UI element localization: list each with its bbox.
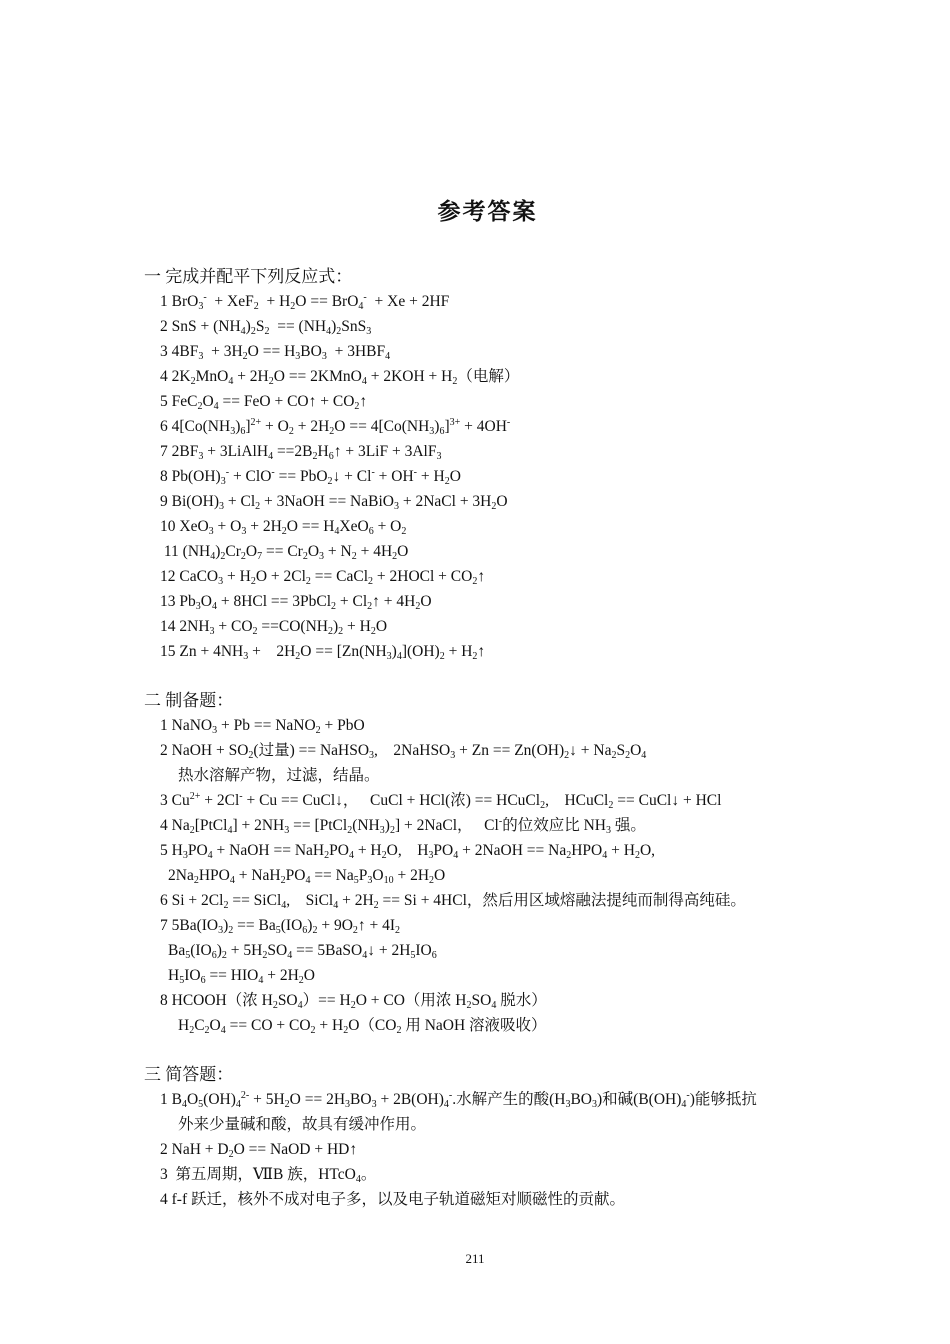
equation-line: $H_5IO_6 == HIO_4 + 2H_2O$ bbox=[168, 967, 315, 986]
equation-line: 热水溶解产物，过滤，结晶。 bbox=[178, 767, 380, 784]
equation-line: 6 $4[Co(NH_3)_6]^{2+} + O_2 + 2H_2O == 4[Co(NH_3)_6]^{3+} + 4OH^-$ bbox=[160, 417, 511, 437]
equation-line: $H_2C_2O_4$ == CO + $CO_2 + H_2O(CO_2$ 用 NaOH 溶液吸收） bbox=[178, 1017, 547, 1036]
equation-line: 9 $Bi(OH)_3 + Cl_2$ + 3NaOH == NaBiO$_3$ + 2NaCl + $3H_2O$ bbox=[160, 493, 508, 512]
equation-line: 8 HCOOH（浓 $H_2SO_4)== H_2O + CO$（用浓 $H_2SO_4$ 脱水） bbox=[160, 992, 547, 1011]
equation-line: 外来少量碱和酸，故具有缓冲作用。 bbox=[178, 1116, 427, 1133]
section-heading: 三 简答题： bbox=[144, 1065, 234, 1084]
equation-line: 4 $Na_2[PtCl_4] + 2NH_3$ == $[PtCl_2(NH_3)_2]$ + 2NaCl， Cl-的位效应比 $NH_3$ 强。 bbox=[160, 816, 646, 836]
equation-line: 7 $5Ba(IO_3)_2 == Ba_5(IO_6)_2$ + $9O_2↑ + 4I_2$ bbox=[160, 917, 401, 936]
section-short-answers bbox=[144, 1062, 757, 1212]
section-reactions bbox=[144, 264, 519, 664]
equation-line: 5 $FeC_2O_4$ == FeO + CO↑ + $CO_2↑$ bbox=[160, 393, 368, 412]
equation-line: 13 $Pb_3O_4 + 8HCl$ == 3PbCl$_2$ + $Cl_2↑ + 4H_2O$ bbox=[160, 593, 432, 612]
section-lines bbox=[144, 713, 746, 1038]
equation-line: 14 $2NH_3 + CO_2 ==CO(NH_2)_2 + H_2O$ bbox=[160, 618, 388, 637]
equation-line: 4 f-f 跃迁，核外不成对电子多，以及电子轨道磁矩对顺磁性的贡献。 bbox=[160, 1191, 625, 1208]
equation-line: 5 $H_3PO_4$ + NaOH == $NaH_2PO_4 + H_2O$, $H_3PO_4$ + 2NaOH == $Na_2HPO_4 + H_2O$, bbox=[160, 842, 656, 861]
section-preparation bbox=[144, 688, 746, 1038]
equation-line: 6 $Si + 2Cl_2$ == SiCl$_4$, SiCl$_4$ + $2H_2 == Si + 4HCl$，然后用区域熔融法提纯而制得高纯硅。 bbox=[160, 892, 746, 911]
page-title: 参考答案 bbox=[437, 199, 538, 225]
section-heading: 一 完成并配平下列反应式： bbox=[144, 267, 353, 286]
equation-line: 12 CaCO$_3$ + $H_2O + 2Cl_2$ == CaCl$_2$ + 2HOCl + $CO_2↑$ bbox=[160, 568, 486, 587]
equation-line: 4 $2K_2MnO_4 + 2H_2O$ == 2KMnO$_4$ + $2KOH + H_2$（电解） bbox=[160, 368, 520, 387]
equation-line: 2 SnS + $(NH_4)_2S_2 == (NH_4)_2SnS_3$ bbox=[160, 318, 372, 337]
equation-line: 2 NaOH + $SO_2$(过量) == NaHSO$_3$, 2NaHSO$_3$ + $Zn == Zn(OH)_2↓ + Na_2S_2O_4$ bbox=[160, 742, 647, 761]
equation-line: 1 $B_4O_5(OH)_4^{2-} + 5H_2O == 2H_3BO_3 + 2B(OH)_4^-$.水解产生的酸$(H_3BO_3)$和碱$(B(OH)_4^-)$能够抵抗 bbox=[160, 1090, 757, 1110]
equation-line: 1 $BrO_3^- + XeF_2 + H_2O == BrO_4^- + Xe + 2HF$ bbox=[160, 292, 450, 312]
equation-line: 2 NaH + $D_2O$ == NaOD + HD↑ bbox=[160, 1141, 358, 1160]
section-lines bbox=[144, 289, 519, 664]
equation-line: 10 $XeO_3 + O_3 + 2H_2O == H_4XeO_6 + O_2$ bbox=[160, 518, 407, 537]
section-lines bbox=[144, 1087, 757, 1212]
section-heading: 二 制备题： bbox=[144, 691, 234, 710]
equation-line: 11 $(NH_4)_2Cr_2O_7 == Cr_2O_3 + N_2 + 4H_2O$ bbox=[160, 543, 409, 562]
equation-line: $Ba_5(IO_6)_2 + 5H_2SO_4$ == 5BaSO$_4$↓ + $2H_5IO_6$ bbox=[168, 942, 437, 961]
equation-line: 1 NaNO$_3$ + Pb == NaNO$_2$ + PbO bbox=[160, 717, 365, 736]
equation-line: $2Na_2HPO_4 + NaH_2PO_4 == Na_5P_3O_{10} + 2H_2O$ bbox=[168, 867, 446, 886]
equation-line: 8 $Pb(OH)_3^- + ClO^-$ == PbO$_2$↓ + $Cl^- + OH^- + H_2O$ bbox=[160, 467, 461, 487]
equation-line: 3 $Cu^{2+} + 2Cl^- + Cu$ == CuCl↓， CuCl + HCl(浓) == HCuCl$_2$, HCuCl$_2$ == CuCl↓ + HCl bbox=[160, 791, 722, 811]
equation-line: 3 $4BF_3 + 3H_2O == H_3BO_3 + 3HBF_4$ bbox=[160, 343, 391, 362]
page-number: 211 bbox=[465, 1251, 485, 1266]
equation-line: 15 $Zn + 4NH_3$ + $2H_2O == [Zn(NH_3)_4](OH)_2$ + $H_2↑$ bbox=[160, 643, 486, 662]
equation-line: 3 第五周期，ⅦB 族，HTcO$_4$。 bbox=[160, 1166, 377, 1185]
equation-line: 7 $2BF_3$ + 3LiAlH$_4$ $==2B_2H_6↑ + 3LiF + 3AlF_3$ bbox=[160, 443, 442, 462]
